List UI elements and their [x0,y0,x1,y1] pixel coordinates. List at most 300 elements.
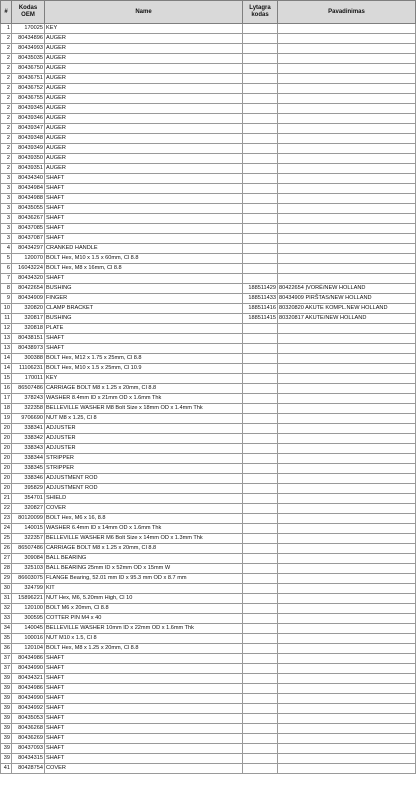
cell-oem-code: 80422654 [12,284,45,294]
cell-lytagra-code [243,484,278,494]
cell-lytagra-code: 188511416 [243,304,278,314]
cell-pavadinimas [278,444,416,454]
cell-name: AUGER [45,54,243,64]
cell-lytagra-code [243,254,278,264]
cell-pavadinimas [278,684,416,694]
cell-number: 39 [1,724,12,734]
cell-lytagra-code [243,354,278,364]
cell-lytagra-code [243,604,278,614]
cell-lytagra-code [243,124,278,134]
cell-oem-code: 80436269 [12,734,45,744]
cell-pavadinimas [278,234,416,244]
cell-lytagra-code [243,614,278,624]
cell-number: 2 [1,124,12,134]
table-row [1,294,416,304]
cell-name: AUGER [45,34,243,44]
table-row [1,284,416,294]
table-row [1,524,416,534]
cell-lytagra-code [243,634,278,644]
cell-name: BELLEVILLE WASHER 10mm ID x 22mm OD x 1.6mm Thk [45,624,243,634]
cell-number: 27 [1,554,12,564]
table-row [1,434,416,444]
cell-name: SHAFT [45,344,243,354]
cell-name: AUGER [45,64,243,74]
cell-number: 14 [1,354,12,364]
cell-name: SHAFT [45,754,243,764]
cell-oem-code: 80434320 [12,274,45,284]
cell-lytagra-code [243,624,278,634]
cell-number: 23 [1,514,12,524]
cell-number: 5 [1,254,12,264]
cell-lytagra-code [243,394,278,404]
cell-number: 25 [1,534,12,544]
cell-number: 2 [1,144,12,154]
cell-name: NUT M10 x 1.5, Cl 8 [45,634,243,644]
cell-name: BOLT Hex, M6 x 16, 8.8 [45,514,243,524]
table-row [1,694,416,704]
table-row [1,494,416,504]
table-row [1,514,416,524]
cell-lytagra-code [243,684,278,694]
cell-lytagra-code [243,324,278,334]
cell-number: 37 [1,654,12,664]
cell-lytagra-code [243,154,278,164]
cell-name: CRANKED HANDLE [45,244,243,254]
cell-name: COVER [45,764,243,774]
cell-pavadinimas [278,274,416,284]
cell-name: SHIELD [45,494,243,504]
cell-lytagra-code [243,644,278,654]
cell-oem-code: 80435053 [12,714,45,724]
cell-lytagra-code [243,134,278,144]
table-row [1,734,416,744]
cell-number: 15 [1,374,12,384]
table-row [1,204,416,214]
cell-name: SHAFT [45,334,243,344]
cell-name: AUGER [45,94,243,104]
cell-name: BOLT Hex, M12 x 1.75 x 25mm, Cl 8.8 [45,354,243,364]
table-row [1,124,416,134]
cell-lytagra-code: 188511415 [243,314,278,324]
cell-oem-code: 80434896 [12,34,45,44]
cell-oem-code: 80438151 [12,334,45,344]
cell-pavadinimas [278,84,416,94]
cell-number: 34 [1,624,12,634]
cell-pavadinimas [278,44,416,54]
cell-number: 2 [1,34,12,44]
cell-name: ADJUSTER [45,424,243,434]
table-row [1,414,416,424]
cell-oem-code: 80434984 [12,184,45,194]
cell-pavadinimas [278,454,416,464]
cell-number: 3 [1,204,12,214]
cell-name: CARRIAGE BOLT M8 x 1.25 x 20mm, Cl 8.8 [45,384,243,394]
table-row [1,304,416,314]
cell-name: ADJUSTMENT ROD [45,474,243,484]
cell-lytagra-code: 188511433 [243,294,278,304]
cell-number: 39 [1,754,12,764]
cell-number: 31 [1,594,12,604]
cell-pavadinimas [278,604,416,614]
cell-oem-code: 80434986 [12,654,45,664]
cell-number: 39 [1,694,12,704]
table-row [1,334,416,344]
cell-oem-code: 320820 [12,304,45,314]
cell-pavadinimas [278,424,416,434]
cell-pavadinimas [278,754,416,764]
cell-pavadinimas: 80422654 ĮVORĖ/NEW HOLLAND [278,284,416,294]
table-row [1,34,416,44]
cell-oem-code: 320817 [12,314,45,324]
cell-pavadinimas: 80320820 AKUTE KOMPL.NEW HOLLAND [278,304,416,314]
cell-lytagra-code [243,194,278,204]
cell-lytagra-code [243,94,278,104]
cell-oem-code: 80434909 [12,294,45,304]
cell-pavadinimas [278,474,416,484]
cell-number: 3 [1,214,12,224]
cell-oem-code: 140015 [12,524,45,534]
cell-number: 39 [1,674,12,684]
cell-oem-code: 338342 [12,434,45,444]
table-row [1,274,416,284]
cell-name: SHAFT [45,714,243,724]
header-oem-code: Kodas OEM [12,1,45,24]
cell-name: ADJUSTMENT ROD [45,484,243,494]
cell-oem-code: 324799 [12,584,45,594]
table-row [1,674,416,684]
cell-oem-code: 80437093 [12,744,45,754]
cell-lytagra-code [243,54,278,64]
cell-lytagra-code [243,514,278,524]
cell-lytagra-code [243,444,278,454]
cell-pavadinimas [278,494,416,504]
cell-oem-code: 300388 [12,354,45,364]
cell-number: 39 [1,704,12,714]
cell-lytagra-code [243,164,278,174]
cell-name: SHAFT [45,214,243,224]
cell-oem-code: 80437085 [12,224,45,234]
header-row [1,1,416,24]
cell-name: AUGER [45,164,243,174]
cell-lytagra-code [243,334,278,344]
table-row [1,644,416,654]
header-name: Name [45,1,243,24]
cell-oem-code: 80436752 [12,84,45,94]
cell-pavadinimas [278,194,416,204]
cell-number: 7 [1,274,12,284]
cell-name: SHAFT [45,274,243,284]
cell-pavadinimas [278,54,416,64]
cell-name: AUGER [45,84,243,94]
cell-oem-code: 86507486 [12,544,45,554]
cell-lytagra-code [243,454,278,464]
table-row [1,654,416,664]
cell-number: 29 [1,574,12,584]
cell-pavadinimas [278,594,416,604]
cell-number: 2 [1,64,12,74]
cell-lytagra-code [243,714,278,724]
cell-name: AUGER [45,144,243,154]
cell-number: 21 [1,494,12,504]
cell-lytagra-code [243,344,278,354]
table-row [1,104,416,114]
cell-number: 8 [1,284,12,294]
cell-lytagra-code [243,504,278,514]
cell-lytagra-code [243,184,278,194]
cell-oem-code: 325103 [12,564,45,574]
cell-name: SHAFT [45,194,243,204]
cell-number: 3 [1,174,12,184]
table-row [1,264,416,274]
cell-oem-code: 80428754 [12,764,45,774]
cell-name: SHAFT [45,704,243,714]
cell-oem-code: 338344 [12,454,45,464]
cell-oem-code: 80434321 [12,674,45,684]
table-row [1,754,416,764]
table-row [1,354,416,364]
cell-number: 2 [1,164,12,174]
cell-name: BALL BEARING 25mm ID x 52mm OD x 15mm W [45,564,243,574]
cell-lytagra-code [243,694,278,704]
cell-name: SHAFT [45,174,243,184]
table-row [1,664,416,674]
cell-number: 18 [1,404,12,414]
table-row [1,164,416,174]
cell-name: SHAFT [45,664,243,674]
cell-number: 3 [1,194,12,204]
cell-lytagra-code [243,84,278,94]
cell-name: CLAMP BRACKET [45,304,243,314]
cell-pavadinimas: 80434909 PIRŠTAS/NEW HOLLAND [278,294,416,304]
cell-pavadinimas [278,664,416,674]
cell-name: AUGER [45,44,243,54]
cell-pavadinimas [278,524,416,534]
cell-lytagra-code [243,734,278,744]
cell-oem-code: 86507486 [12,384,45,394]
cell-number: 20 [1,484,12,494]
cell-name: FINGER [45,294,243,304]
cell-pavadinimas [278,354,416,364]
cell-name: SHAFT [45,734,243,744]
cell-pavadinimas [278,324,416,334]
cell-name: SHAFT [45,204,243,214]
table-row [1,704,416,714]
cell-pavadinimas [278,644,416,654]
cell-name: BOLT Hex, M10 x 1.5 x 25mm, Cl 10.9 [45,364,243,374]
cell-oem-code: 9706690 [12,414,45,424]
cell-number: 2 [1,44,12,54]
cell-pavadinimas [278,464,416,474]
cell-pavadinimas [278,414,416,424]
cell-lytagra-code [243,564,278,574]
cell-lytagra-code [243,554,278,564]
cell-number: 12 [1,324,12,334]
cell-lytagra-code [243,214,278,224]
cell-name: WASHER 8.4mm ID x 21mm OD x 1.6mm Thk [45,394,243,404]
cell-oem-code: 120100 [12,604,45,614]
cell-pavadinimas [278,504,416,514]
cell-number: 4 [1,244,12,254]
cell-number: 24 [1,524,12,534]
cell-lytagra-code [243,104,278,114]
cell-pavadinimas [278,114,416,124]
cell-oem-code: 309084 [12,554,45,564]
cell-oem-code: 80439347 [12,124,45,134]
table-row [1,74,416,84]
cell-oem-code: 80439350 [12,154,45,164]
table-row [1,444,416,454]
table-row [1,584,416,594]
cell-name: ADJUSTER [45,444,243,454]
cell-pavadinimas [278,764,416,774]
cell-oem-code: 322358 [12,404,45,414]
cell-number: 6 [1,264,12,274]
table-row [1,374,416,384]
cell-oem-code: 338341 [12,424,45,434]
cell-lytagra-code [243,474,278,484]
cell-lytagra-code [243,464,278,474]
cell-lytagra-code [243,654,278,664]
cell-oem-code: 80437087 [12,234,45,244]
cell-name: STRIPPER [45,454,243,464]
cell-name: PLATE [45,324,243,334]
table-row [1,744,416,754]
table-row [1,634,416,644]
table-row [1,404,416,414]
table-row [1,94,416,104]
cell-name: KIT [45,584,243,594]
table-row [1,384,416,394]
cell-number: 39 [1,734,12,744]
cell-oem-code: 15896221 [12,594,45,604]
cell-number: 10 [1,304,12,314]
cell-name: AUGER [45,124,243,134]
table-row [1,594,416,604]
cell-pavadinimas [278,484,416,494]
cell-lytagra-code [243,764,278,774]
cell-lytagra-code [243,174,278,184]
cell-pavadinimas [278,374,416,384]
cell-name: BUSHING [45,314,243,324]
cell-pavadinimas [278,124,416,134]
cell-oem-code: 140045 [12,624,45,634]
cell-pavadinimas [278,174,416,184]
table-row [1,194,416,204]
cell-pavadinimas [278,364,416,374]
cell-number: 14 [1,364,12,374]
cell-oem-code: 320818 [12,324,45,334]
cell-lytagra-code [243,674,278,684]
table-row [1,484,416,494]
table-row [1,454,416,464]
cell-oem-code: 354701 [12,494,45,504]
cell-lytagra-code [243,64,278,74]
cell-number: 17 [1,394,12,404]
cell-number: 20 [1,444,12,454]
table-row [1,154,416,164]
cell-name: BOLT Hex, M10 x 1.5 x 60mm, Cl 8.8 [45,254,243,264]
cell-name: AUGER [45,134,243,144]
cell-pavadinimas [278,404,416,414]
cell-oem-code: 320827 [12,504,45,514]
cell-pavadinimas: 80320817 AKUTE/NEW HOLLAND [278,314,416,324]
cell-name: BELLEVILLE WASHER M6 Bolt Size x 14mm OD x 1.3mm Thk [45,534,243,544]
table-row [1,24,416,34]
cell-number: 32 [1,604,12,614]
cell-oem-code: 16043224 [12,264,45,274]
cell-oem-code: 80434993 [12,44,45,54]
table-row [1,394,416,404]
cell-pavadinimas [278,654,416,664]
table-row [1,224,416,234]
cell-pavadinimas [278,534,416,544]
cell-pavadinimas [278,544,416,554]
cell-lytagra-code [243,44,278,54]
cell-lytagra-code [243,524,278,534]
cell-number: 28 [1,564,12,574]
cell-number: 11 [1,314,12,324]
cell-oem-code: 80439349 [12,144,45,154]
cell-number: 39 [1,744,12,754]
cell-pavadinimas [278,64,416,74]
cell-name: COTTER PIN M4 x 40 [45,614,243,624]
table-row [1,544,416,554]
cell-pavadinimas [278,434,416,444]
cell-lytagra-code [243,364,278,374]
cell-lytagra-code [243,744,278,754]
table-row [1,174,416,184]
cell-name: KEY [45,374,243,384]
cell-oem-code: 80120099 [12,514,45,524]
table-row [1,314,416,324]
cell-oem-code: 80439345 [12,104,45,114]
cell-oem-code: 395829 [12,484,45,494]
cell-lytagra-code [243,244,278,254]
table-row [1,214,416,224]
table-row [1,534,416,544]
cell-name: SHAFT [45,744,243,754]
cell-lytagra-code [243,534,278,544]
cell-oem-code: 80436750 [12,64,45,74]
cell-number: 35 [1,634,12,644]
cell-pavadinimas [278,344,416,354]
cell-oem-code: 80434988 [12,194,45,204]
cell-name: AUGER [45,154,243,164]
cell-number: 19 [1,414,12,424]
cell-lytagra-code [243,664,278,674]
cell-oem-code: 86603075 [12,574,45,584]
cell-number: 3 [1,234,12,244]
header-pavadinimas: Pavadinimas [278,1,416,24]
cell-pavadinimas [278,254,416,264]
table-row [1,574,416,584]
cell-pavadinimas [278,264,416,274]
cell-number: 33 [1,614,12,624]
cell-number: 1 [1,24,12,34]
cell-pavadinimas [278,734,416,744]
cell-oem-code: 80436267 [12,214,45,224]
cell-oem-code: 80434990 [12,664,45,674]
table-row [1,324,416,334]
cell-name: FLANGE Bearing, 52.01 mm ID x 95.3 mm OD x 8.7 mm [45,574,243,584]
cell-oem-code: 80434992 [12,704,45,714]
cell-number: 13 [1,334,12,344]
cell-name: SHAFT [45,684,243,694]
cell-oem-code: 338343 [12,444,45,454]
cell-name: SHAFT [45,224,243,234]
cell-number: 3 [1,184,12,194]
table-row [1,424,416,434]
